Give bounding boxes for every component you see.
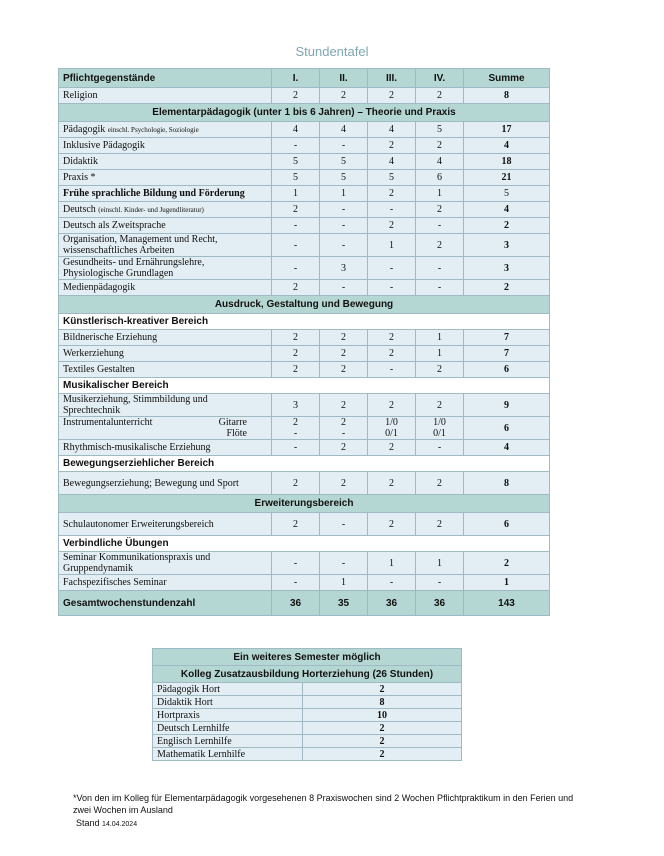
- cell: -: [272, 257, 320, 280]
- table-row: [59, 417, 550, 440]
- subject-name: Schulautonomer Erweiterungsbereich: [59, 513, 272, 536]
- cell: 2 -: [320, 417, 368, 440]
- total-sum: 143: [464, 591, 550, 616]
- cell: -: [320, 280, 368, 296]
- cell: -: [320, 513, 368, 536]
- section-row: [59, 495, 550, 513]
- cell: 2: [272, 88, 320, 104]
- subject-line: Gesundheits- und Ernährungslehre,: [63, 257, 205, 268]
- sum-cell: 9: [464, 394, 550, 417]
- table-row: [59, 346, 550, 362]
- stand-label: Stand: [76, 818, 100, 828]
- subject-name: Bewegungserziehung; Bewegung und Sport: [59, 472, 272, 495]
- sum-cell: 5: [464, 186, 550, 202]
- cell: 2: [272, 346, 320, 362]
- subject-name: Rhythmisch-musikalische Erziehung: [59, 440, 272, 456]
- sum-cell: 21: [464, 170, 550, 186]
- cell: 5: [368, 170, 416, 186]
- table-row: [59, 330, 550, 346]
- cell: 2: [368, 330, 416, 346]
- subject-name: [59, 417, 272, 440]
- cell: 4: [320, 122, 368, 138]
- subject-name: Textiles Gestalten: [59, 362, 272, 378]
- table-row: [59, 202, 550, 218]
- cell: 1: [416, 186, 464, 202]
- subject-name: Frühe sprachliche Bildung und Förderung: [59, 186, 272, 202]
- total-cell: 36: [368, 591, 416, 616]
- cell: 2: [272, 330, 320, 346]
- total-cell: 35: [320, 591, 368, 616]
- cell: 1: [272, 186, 320, 202]
- cell: -: [368, 202, 416, 218]
- subject-line: wissenschaftliches Arbeiten: [63, 245, 175, 256]
- cell: 2: [416, 202, 464, 218]
- sum-cell: 17: [464, 122, 550, 138]
- table-row: [59, 280, 550, 296]
- cell: 3: [320, 257, 368, 280]
- subject-label: Instrumentalunterricht: [63, 417, 153, 428]
- cell: 2: [272, 202, 320, 218]
- subject-note: (einschl. Kinder- und Jugendliteratur): [98, 205, 204, 214]
- hort-subject: Mathematik Lernhilfe: [153, 748, 303, 761]
- subject-name: [59, 234, 272, 257]
- sum-cell: 6: [464, 513, 550, 536]
- subject-line: Seminar Kommunikationspraxis und: [63, 552, 211, 563]
- section-row: [59, 104, 550, 122]
- table-row: [59, 472, 550, 495]
- subject-line: Organisation, Management und Recht,: [63, 234, 218, 245]
- hort-subject: Deutsch Lernhilfe: [153, 722, 303, 735]
- cell: 5: [320, 170, 368, 186]
- total-cell: 36: [416, 591, 464, 616]
- subject-note: einschl. Psychologie, Soziologie: [107, 125, 199, 134]
- header-c2: II.: [320, 69, 368, 88]
- subject-line: Gruppendynamik: [63, 563, 133, 574]
- cell: 1: [368, 234, 416, 257]
- subject-name: Praxis *: [59, 170, 272, 186]
- cell: 2: [368, 394, 416, 417]
- sum-cell: 18: [464, 154, 550, 170]
- total-row: [59, 591, 550, 616]
- cell: 2: [272, 472, 320, 495]
- sum-cell: 3: [464, 234, 550, 257]
- main-table: [58, 68, 550, 616]
- table-row: [59, 170, 550, 186]
- cell: 4: [416, 154, 464, 170]
- table-row: [153, 722, 462, 735]
- header-c3: III.: [368, 69, 416, 88]
- table-row: [153, 735, 462, 748]
- cell: 6: [416, 170, 464, 186]
- total-label: Gesamtwochenstundenzahl: [59, 591, 272, 616]
- table-row: [59, 154, 550, 170]
- cell: -: [416, 257, 464, 280]
- section-row: [59, 296, 550, 314]
- cell: 2: [416, 513, 464, 536]
- cell: 2: [272, 362, 320, 378]
- table-row: [153, 709, 462, 722]
- cell: 2: [320, 362, 368, 378]
- hort-subject: Englisch Lernhilfe: [153, 735, 303, 748]
- header-subject: Pflichtgegenstände: [59, 69, 272, 88]
- subject-line: Musikerziehung, Stimmbildung und: [63, 394, 208, 405]
- subject-line: Sprechtechnik: [63, 405, 121, 416]
- subject-name: [59, 394, 272, 417]
- hort-table: [152, 648, 462, 761]
- cell: -: [368, 362, 416, 378]
- cell: 3: [272, 394, 320, 417]
- sum-cell: 4: [464, 440, 550, 456]
- stand-line: [76, 818, 137, 828]
- cell: -: [416, 218, 464, 234]
- cell: -: [416, 575, 464, 591]
- cell: 2: [368, 88, 416, 104]
- subject-name: Deutsch als Zweitsprache: [59, 218, 272, 234]
- cell: 4: [272, 122, 320, 138]
- table-row: [59, 362, 550, 378]
- cell: 2: [368, 138, 416, 154]
- sum-cell: 4: [464, 202, 550, 218]
- subject-name: Medienpädagogik: [59, 280, 272, 296]
- cell: 2: [368, 186, 416, 202]
- subject-name: [59, 257, 272, 280]
- subject-name: [59, 552, 272, 575]
- hort-title-1: Ein weiteres Semester möglich: [153, 649, 462, 666]
- cell: 1: [320, 186, 368, 202]
- cell: 2: [368, 513, 416, 536]
- cell: 2: [368, 218, 416, 234]
- cell: 2: [416, 472, 464, 495]
- subsection-row: [59, 456, 550, 472]
- hort-value: 10: [303, 709, 462, 722]
- cell: -: [272, 138, 320, 154]
- page-title: Stundentafel: [295, 44, 369, 59]
- cell: 5: [416, 122, 464, 138]
- cell: 2: [320, 330, 368, 346]
- table-row: [153, 748, 462, 761]
- hort-title-2: Kolleg Zusatzausbildung Horterziehung (26 Stunden): [153, 666, 462, 683]
- sum-cell: 8: [464, 472, 550, 495]
- sum-cell: 6: [464, 417, 550, 440]
- cell: -: [272, 552, 320, 575]
- header-c1: I.: [272, 69, 320, 88]
- cell: 2: [416, 362, 464, 378]
- subject-name: [59, 202, 272, 218]
- table-row: [59, 575, 550, 591]
- cell: 2: [416, 138, 464, 154]
- cell: -: [416, 440, 464, 456]
- subject-name: Didaktik: [59, 154, 272, 170]
- hort-value: 2: [303, 735, 462, 748]
- hort-value: 8: [303, 696, 462, 709]
- subject-name: Bildnerische Erziehung: [59, 330, 272, 346]
- sum-cell: 3: [464, 257, 550, 280]
- cell: -: [320, 552, 368, 575]
- cell: 1: [368, 552, 416, 575]
- table-row: [59, 513, 550, 536]
- hort-value: 2: [303, 748, 462, 761]
- table-row: [59, 122, 550, 138]
- subject-line: Physiologische Grundlagen: [63, 268, 174, 279]
- table-row: [59, 234, 550, 257]
- cell: 2: [272, 280, 320, 296]
- cell: 4: [368, 154, 416, 170]
- cell: -: [416, 280, 464, 296]
- hort-header-row: [153, 666, 462, 683]
- table-row: [59, 257, 550, 280]
- subject-name: Fachspezifisches Seminar: [59, 575, 272, 591]
- cell: -: [320, 138, 368, 154]
- table-row: [59, 138, 550, 154]
- sum-cell: 7: [464, 330, 550, 346]
- cell: 2: [368, 346, 416, 362]
- table-row: [59, 88, 550, 104]
- table-row: [59, 552, 550, 575]
- cell: 5: [272, 154, 320, 170]
- cell: 1: [416, 346, 464, 362]
- cell: 5: [272, 170, 320, 186]
- cell: 1: [416, 330, 464, 346]
- stand-date: 14.04.2024: [102, 821, 138, 828]
- cell: 2: [368, 472, 416, 495]
- total-cell: 36: [272, 591, 320, 616]
- sum-cell: 6: [464, 362, 550, 378]
- subject-label: Deutsch: [63, 203, 96, 215]
- cell: -: [368, 280, 416, 296]
- section-title: Elementarpädagogik (unter 1 bis 6 Jahren) – Theorie und Praxis: [59, 104, 550, 122]
- table-row: [153, 696, 462, 709]
- header-sum: Summe: [464, 69, 550, 88]
- subsection-title: Bewegungserziehlicher Bereich: [59, 456, 550, 472]
- subsection-title: Verbindliche Übungen: [59, 536, 550, 552]
- cell: -: [320, 234, 368, 257]
- sum-cell: 2: [464, 552, 550, 575]
- subject-name: Werkerziehung: [59, 346, 272, 362]
- subject-name: [59, 122, 272, 138]
- cell: -: [272, 234, 320, 257]
- cell: -: [368, 575, 416, 591]
- section-title: Erweiterungsbereich: [59, 495, 550, 513]
- cell: 2: [320, 346, 368, 362]
- hort-header-row: [153, 649, 462, 666]
- hort-subject: Pädagogik Hort: [153, 683, 303, 696]
- cell: 2: [320, 88, 368, 104]
- sum-cell: 4: [464, 138, 550, 154]
- subject-label: Pädagogik: [63, 123, 106, 135]
- cell: 1: [416, 552, 464, 575]
- cell: -: [272, 218, 320, 234]
- table-row: [153, 683, 462, 696]
- subsection-row: [59, 378, 550, 394]
- table-row: [59, 394, 550, 417]
- table-row: [59, 218, 550, 234]
- sum-cell: 2: [464, 280, 550, 296]
- cell: 2 -: [272, 417, 320, 440]
- cell: 4: [368, 122, 416, 138]
- subsection-row: [59, 536, 550, 552]
- subject-name: Inklusive Pädagogik: [59, 138, 272, 154]
- cell: 1: [320, 575, 368, 591]
- table-row: [59, 440, 550, 456]
- cell: 2: [416, 394, 464, 417]
- cell: 2: [416, 234, 464, 257]
- subsection-row: [59, 314, 550, 330]
- subject-name: Religion: [59, 88, 272, 104]
- cell: -: [272, 440, 320, 456]
- sum-cell: 7: [464, 346, 550, 362]
- cell: -: [368, 257, 416, 280]
- footnote: *Von den im Kolleg für Elementarpädagogik vorgesehenen 8 Praxiswochen sind 2 Wochen Pflichtpraktikum in den Ferien und zwei Wochen im Ausland: [73, 793, 574, 815]
- hort-value: 2: [303, 683, 462, 696]
- hort-subject: Hortpraxis: [153, 709, 303, 722]
- cell: -: [320, 218, 368, 234]
- cell: 2: [416, 88, 464, 104]
- subject-sub: Flöte: [226, 428, 247, 439]
- hort-subject: Didaktik Hort: [153, 696, 303, 709]
- cell: 2: [320, 440, 368, 456]
- cell: 1/0 0/1: [416, 417, 464, 440]
- section-title: Ausdruck, Gestaltung und Bewegung: [59, 296, 550, 314]
- cell: -: [272, 575, 320, 591]
- cell: 1/0 0/1: [368, 417, 416, 440]
- cell: 2: [368, 440, 416, 456]
- table-row: [59, 186, 550, 202]
- sum-cell: 2: [464, 218, 550, 234]
- sum-cell: 8: [464, 88, 550, 104]
- subsection-title: Musikalischer Bereich: [59, 378, 550, 394]
- sum-cell: 1: [464, 575, 550, 591]
- hort-value: 2: [303, 722, 462, 735]
- cell: 5: [320, 154, 368, 170]
- cell: 2: [320, 394, 368, 417]
- cell: 2: [320, 472, 368, 495]
- header-row: [59, 69, 550, 88]
- subsection-title: Künstlerisch-kreativer Bereich: [59, 314, 550, 330]
- subject-sub: Gitarre: [218, 417, 247, 428]
- cell: -: [320, 202, 368, 218]
- header-c4: IV.: [416, 69, 464, 88]
- cell: 2: [272, 513, 320, 536]
